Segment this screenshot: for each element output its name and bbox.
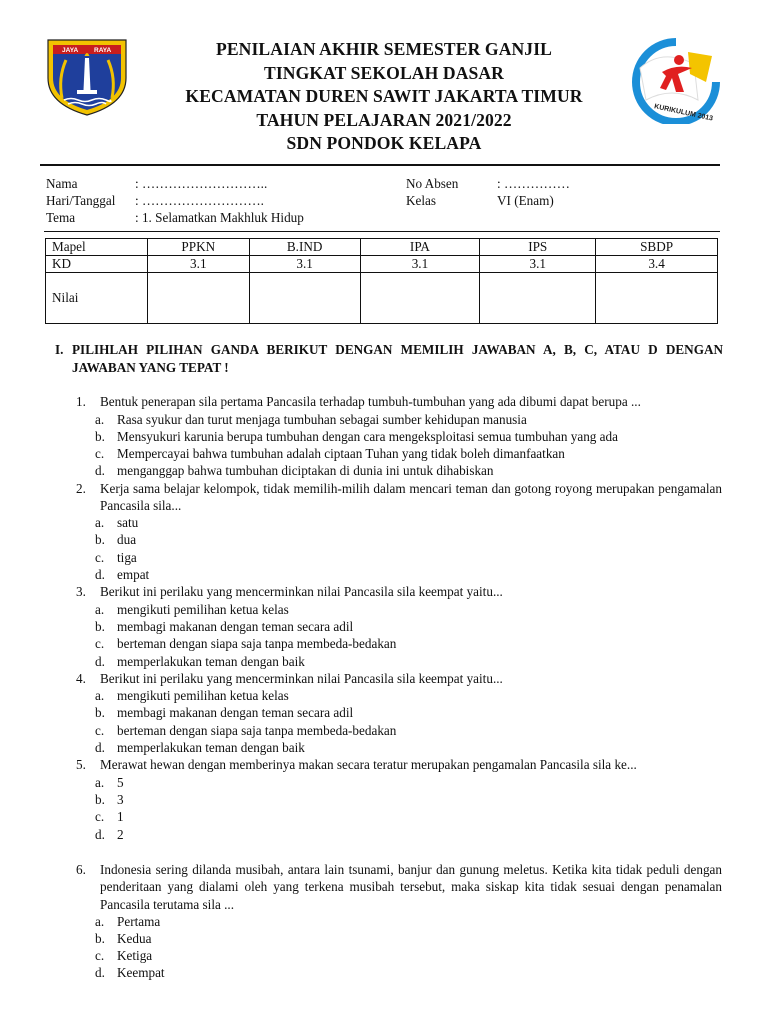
class-value: VI (Enam) (497, 193, 554, 208)
option-text: 1 (117, 809, 124, 825)
grades-kd-cell: KD (46, 256, 148, 273)
option-text: Mempercayai bahwa tumbuhan adalah ciptaan Tuhan yang tidak boleh dimanfaatkan (117, 446, 565, 461)
title-line-level: TINGKAT SEKOLAH DASAR (264, 62, 504, 83)
option-text: berteman dengan siapa saja tanpa membeda-bedakan (117, 636, 397, 652)
grades-nilai-cell-sbdp[interactable] (596, 273, 718, 324)
option-letter: a. (95, 515, 105, 531)
question-number: 2. (76, 480, 86, 496)
theme-label: Tema (46, 210, 76, 225)
question-3-option-a[interactable] (95, 601, 289, 618)
option-text: 3 (117, 791, 124, 807)
question-1-option-a[interactable] (95, 411, 527, 428)
option-letter: c. (95, 636, 105, 652)
grades-header-cell: IPA (360, 239, 480, 256)
option-text: 2 (117, 826, 124, 842)
logo-text-raya: RAYA (94, 47, 112, 55)
option-letter: b. (95, 930, 105, 946)
option-text: mengikuti pemilihan ketua kelas (117, 601, 289, 617)
title-line-district: KECAMATAN DUREN SAWIT JAKARTA TIMUR (185, 86, 583, 107)
option-letter: c. (95, 809, 105, 825)
grades-nilai-cell-bind[interactable] (249, 273, 360, 324)
name-field[interactable]: : ……………………….. (135, 176, 268, 191)
option-text: Keempat (117, 965, 165, 981)
grades-nilai-row (46, 273, 718, 324)
option-letter: a. (95, 601, 105, 617)
title-line-exam: PENILAIAN AKHIR SEMESTER GANJIL (216, 39, 552, 59)
option-text: membagi makanan dengan teman secara adil (117, 618, 354, 634)
title-line-year: TAHUN PELAJARAN 2021/2022 (256, 109, 512, 130)
option-letter: d. (95, 653, 105, 669)
header-divider (40, 164, 720, 166)
info-divider (44, 231, 720, 232)
question-text: Merawat hewan dengan memberinya makan secara teratur merupakan pengamalan Pancasila sila ke... (100, 757, 637, 773)
option-text: Kedua (117, 930, 152, 946)
title-line-school: SDN PONDOK KELAPA (286, 133, 482, 154)
option-text: berteman dengan siapa saja tanpa membeda-bedakan (117, 722, 397, 738)
question-2-option-a[interactable] (95, 514, 138, 531)
grades-header-cell: Mapel (46, 239, 148, 256)
question-4-option-c[interactable] (95, 722, 396, 739)
grades-header-cell: B.IND (249, 239, 360, 256)
date-label: Hari/Tanggal (46, 193, 116, 208)
question-2-option-d[interactable] (95, 566, 149, 583)
question-text: Bentuk penerapan sila pertama Pancasila terhadap tumbuh-tumbuhan yang ada dibumi dapat berupa ... (100, 394, 641, 409)
grades-nilai-cell-ppkn[interactable] (147, 273, 249, 324)
section-heading (55, 341, 723, 377)
question-text: Berikut ini perilaku yang mencerminkan nilai Pancasila sila keempat yaitu... (100, 584, 503, 600)
question-number: 1. (76, 394, 86, 409)
grades-kd-cell: 3.1 (147, 256, 249, 273)
grades-kd-cell: 3.1 (360, 256, 480, 273)
question-3-option-b[interactable] (95, 618, 353, 635)
question-2-option-c[interactable] (95, 549, 137, 566)
question-1-option-c[interactable] (95, 445, 565, 462)
question-3 (76, 583, 722, 600)
question-6 (76, 861, 722, 913)
question-3-option-c[interactable] (95, 635, 396, 652)
grades-table (45, 238, 718, 324)
option-letter: b. (95, 791, 105, 807)
date-field[interactable]: : ………………………. (135, 193, 264, 208)
question-5-option-b[interactable] (95, 791, 124, 808)
question-3-option-d[interactable] (95, 653, 305, 670)
section-instruction: PILIHLAH PILIHAN GANDA BERIKUT DENGAN MEMILIH JAWABAN A, B, C, ATAU D DENGAN JAWABAN YANG TEPAT ! (72, 342, 723, 375)
logo-text-jaya: JAYA (62, 47, 79, 55)
option-letter: d. (95, 826, 105, 842)
grades-nilai-cell-ips[interactable] (480, 273, 596, 324)
option-letter: c. (95, 722, 105, 738)
option-letter: c. (95, 446, 105, 461)
kurikulum-2013-logo-icon (632, 38, 722, 124)
theme-value: : 1. Selamatkan Makhluk Hidup (135, 210, 304, 225)
section-number: I. (55, 342, 64, 357)
roll-number-field[interactable]: : …………… (497, 176, 570, 191)
option-letter: d. (95, 965, 105, 981)
grades-nilai-label: Nilai (46, 273, 148, 324)
option-letter: d. (95, 567, 105, 582)
option-text: membagi makanan dengan teman secara adil (117, 705, 354, 721)
question-text: Indonesia sering dilanda musibah, antara lain tsunami, banjur dan gunung meletus. Ketika kita tidak peduli dengan penderitaan yang dialami oleh yang terkena musibah tersebut, maka siskap kita tidak sesuai dengan penamalan Pancasila terutama sila ... (100, 862, 722, 912)
grades-kd-cell: 3.4 (596, 256, 718, 273)
option-text: 5 (117, 774, 124, 790)
option-letter: d. (95, 463, 105, 479)
option-letter: a. (95, 913, 105, 929)
grades-kd-cell: 3.1 (480, 256, 596, 273)
question-number: 3. (76, 584, 86, 600)
option-text: mengikuti pemilihan ketua kelas (117, 688, 289, 704)
option-text: tiga (117, 549, 137, 565)
option-text: dua (117, 532, 137, 548)
question-text: Berikut ini perilaku yang mencerminkan nilai Pancasila sila keempat yaitu... (100, 670, 503, 686)
question-1-option-b[interactable] (95, 428, 618, 445)
question-5-option-a[interactable] (95, 774, 124, 791)
option-letter: a. (95, 411, 105, 427)
grades-nilai-cell-ipa[interactable] (360, 273, 480, 324)
question-4 (76, 670, 722, 687)
question-1-option-d[interactable] (95, 462, 494, 479)
question-number: 4. (76, 670, 86, 686)
option-text: memperlakukan teman dengan baik (117, 653, 305, 669)
question-6-option-d[interactable] (95, 964, 165, 981)
question-5-option-d[interactable] (95, 826, 124, 843)
question-6-option-b[interactable] (95, 930, 151, 947)
option-text: Rasa syukur dan turut menjaga tumbuhan sebagai sumber kehidupan manusia (117, 411, 527, 427)
question-number: 6. (76, 862, 86, 877)
grades-kd-cell: 3.1 (249, 256, 360, 273)
option-text: Mensyukuri karunia berupa tumbuhan dengan cara mengeksploitasi semua tumbuhan yang ada (117, 428, 618, 444)
question-number: 5. (76, 757, 86, 773)
question-4-option-b[interactable] (95, 704, 353, 721)
option-text: Pertama (117, 913, 161, 929)
option-letter: d. (95, 740, 105, 755)
grades-kd-row (46, 256, 718, 273)
option-letter: b. (95, 705, 105, 721)
class-label: Kelas (406, 193, 437, 208)
option-letter: c. (95, 948, 105, 964)
question-5 (76, 756, 722, 773)
name-label: Nama (46, 176, 78, 191)
option-text: menganggap bahwa tumbuhan diciptakan di dunia ini untuk dihabiskan (117, 463, 494, 479)
grades-header-cell: PPKN (147, 239, 249, 256)
option-text: satu (117, 515, 139, 531)
jakarta-coat-of-arms-icon (46, 38, 128, 116)
option-text: empat (117, 567, 150, 582)
roll-number-label: No Absen (406, 176, 459, 191)
question-1 (76, 393, 722, 410)
grades-header-cell: IPS (480, 239, 596, 256)
question-2-option-b[interactable] (95, 531, 136, 548)
question-6-option-c[interactable] (95, 947, 152, 964)
grades-header-cell: SBDP (596, 239, 718, 256)
option-letter: a. (95, 688, 105, 704)
option-text: memperlakukan teman dengan baik (117, 740, 305, 755)
question-2 (76, 480, 722, 515)
question-text: Kerja sama belajar kelompok, tidak memilih-milih dalam mencari teman dan gotong royong merupakan pengamalan Pancasila sila... (100, 480, 722, 513)
question-5-option-c[interactable] (95, 808, 124, 825)
question-4-option-d[interactable] (95, 739, 305, 756)
exam-title (140, 38, 628, 156)
option-letter: b. (95, 428, 105, 444)
option-letter: b. (95, 618, 105, 634)
option-text: Ketiga (117, 948, 153, 964)
question-4-option-a[interactable] (95, 687, 289, 704)
grades-header-row (46, 239, 718, 256)
option-letter: a. (95, 774, 105, 790)
logo-text-kurikulum: KURIKULUM 2013 (653, 103, 714, 123)
option-letter: c. (95, 549, 105, 565)
option-letter: b. (95, 532, 105, 548)
question-6-option-a[interactable] (95, 913, 160, 930)
